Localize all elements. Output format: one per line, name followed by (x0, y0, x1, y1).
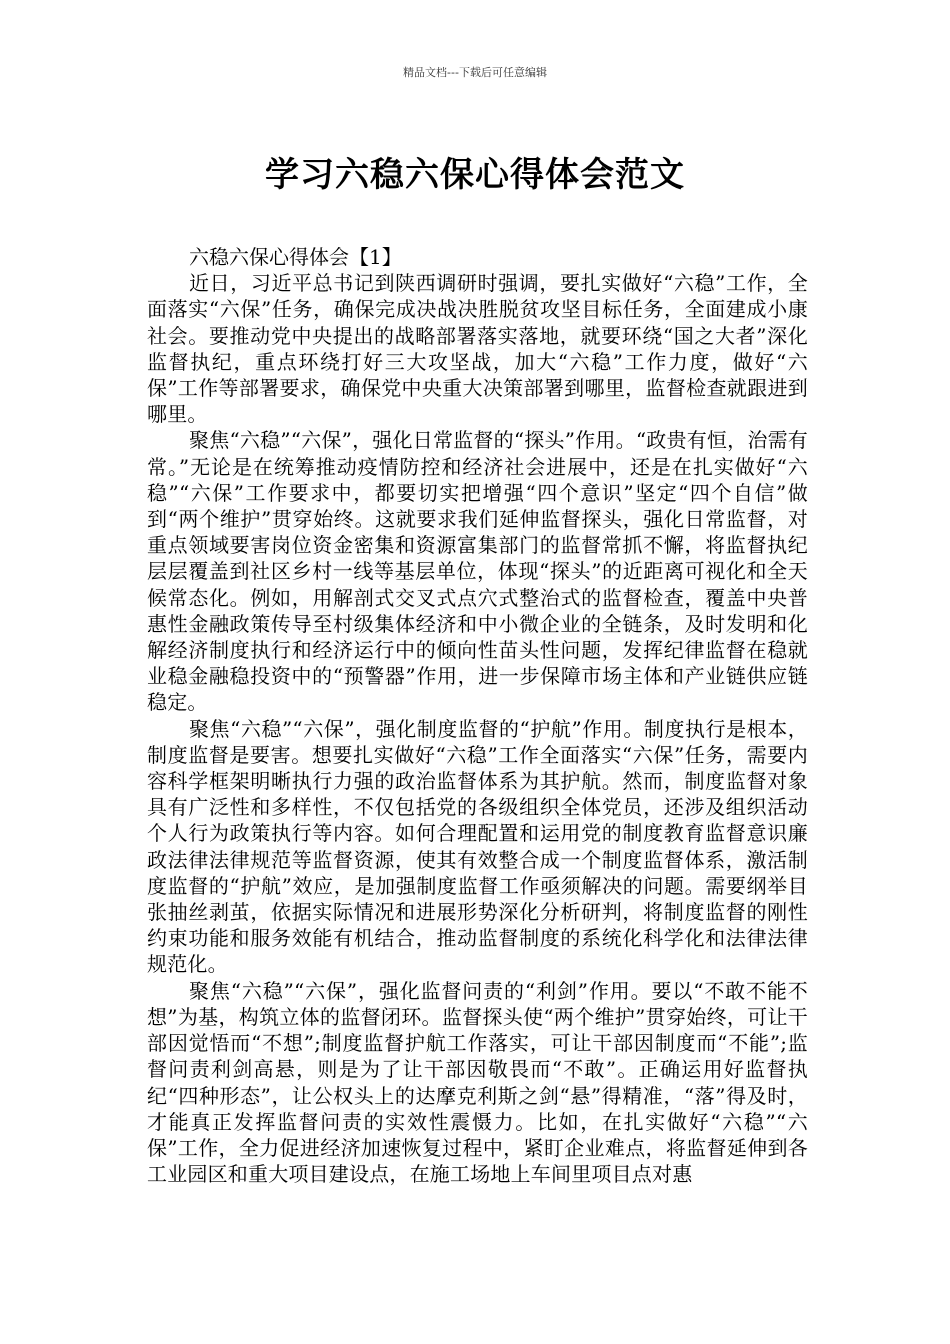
paragraph-3: 聚焦“六稳”“六保”，强化制度监督的“护航”作用。制度执行是根本，制度监督是要害。想要扎实做好“六稳”工作全面落实“六保”任务，需要内容科学框架明晰执行力强的政治监督体系为其护航。然而，制度监督对象具有广泛性和多样性，不仅包括党的各级组织全体党员，还涉及组织活动个人行为政策执行等内容。如何合理配置和运用党的制度教育监督意识廉政法律法律规范等监督资源，使其有效整合成一个制度监督体系，激活制度监督的“护航”效应，是加强制度监督工作亟须解决的问题。需要纲举目张抽丝剥茧，依据实际情况和进展形势深化分析研判，将制度监督的刚性约束功能和服务效能有机结合，推动监督制度的系统化科学化和法律法律规范化。 (147, 716, 808, 977)
document-title: 学习六稳六保心得体会范文 (265, 154, 685, 195)
paragraph-2: 聚焦“六稳”“六保”，强化日常监督的“探头”作用。“政贵有恒，治需有常。”无论是在统筹推动疫情防控和经济社会进展中，还是在扎实做好“六稳”“六保”工作要求中，都要切实把增强“四个意识”坚定“四个自信”做到“两个维护”贯穿始终。这就要求我们延伸监督探头，强化日常监督，对重点领域要害岗位资金密集和资源富集部门的监督常抓不懈，将监督执纪层层覆盖到社区乡村一线等基层单位，体现“探头”的近距离可视化和全天候常态化。例如，用解剖式交叉式点穴式整治式的监督检查，覆盖中央普惠性金融政策传导至村级集体经济和中小微企业的全链条，及时发明和化解经济制度执行和经济运行中的倾向性苗头性问题，发挥纪律监督在稳就业稳金融稳投资中的“预警器”作用，进一步保障市场主体和产业链供应链稳定。 (147, 428, 808, 715)
document-body (147, 244, 808, 1187)
page-header-note: 精品文档---下载后可任意编辑 (403, 66, 547, 79)
section-heading: 六稳六保心得体会【1】 (189, 245, 402, 269)
paragraph-1: 近日，习近平总书记到陕西调研时强调，要扎实做好“六稳”工作，全面落实“六保”任务，确保完成决战决胜脱贫攻坚目标任务，全面建成小康社会。要推动党中央提出的战略部署落实落地，就要环绕“国之大者”深化监督执纪，重点环绕打好三大攻坚战，加大“六稳”工作力度，做好“六保”工作等部署要求，确保党中央重大决策部署到哪里，监督检查就跟进到哪里。 (147, 271, 808, 427)
paragraph-4: 聚焦“六稳”“六保”，强化监督问责的“利剑”作用。要以“不敢不能不想”为基，构筑立体的监督闭环。监督探头使“两个维护”贯穿始终，可让干部因觉悟而“不想”;制度监督护航工作落实，可让干部因制度而“不能”;监督问责利剑高悬，则是为了让干部因敬畏而“不敢”。正确运用好监督执纪“四种形态”，让公权头上的达摩克利斯之剑“悬”得精准，“落”得及时，才能真正发挥监督问责的实效性震慑力。比如，在扎实做好“六稳”“六保”工作，全力促进经济加速恢复过程中，紧盯企业难点，将监督延伸到各工业园区和重大项目建设点，在施工场地上车间里项目点对惠 (147, 978, 808, 1187)
